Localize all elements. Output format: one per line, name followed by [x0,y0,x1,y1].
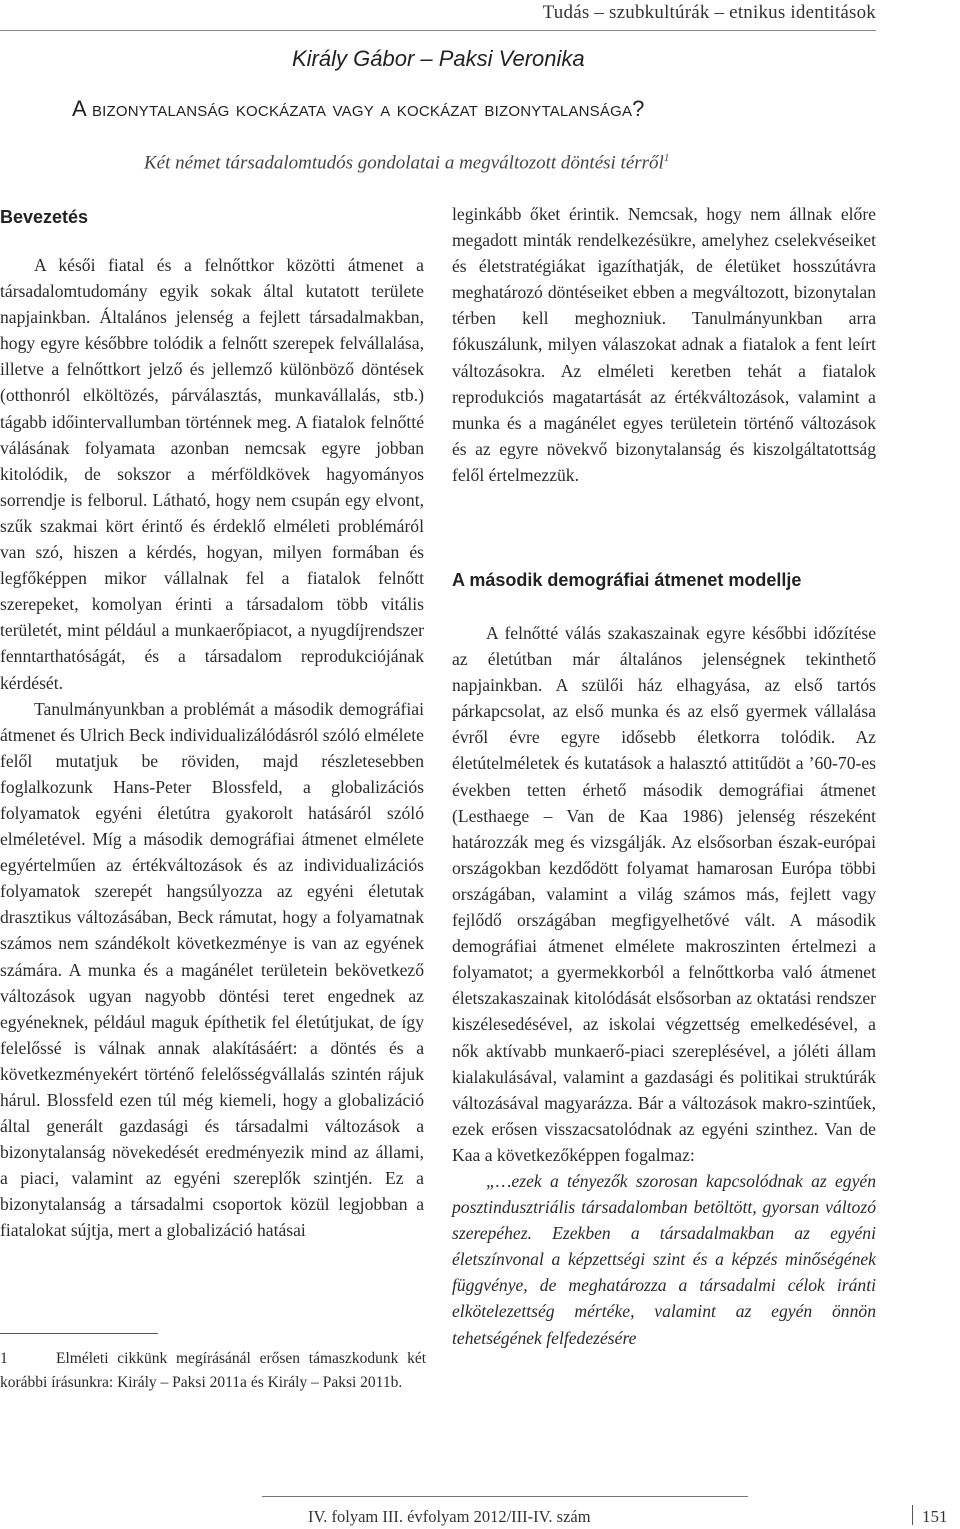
subtitle-text: Két német társadalomtudós gondolatai a megváltozott döntési térről [144,152,664,174]
block-quote: „…ezek a tényezők szorosan kapcsolódnak az egyén posztindusztriális társadalomban betöltött, gyorsan változó szerepéhez. Ezekben a társadalmakban az egyéni életszínvonal a képzettségi szint és a képzés minőségének függvénye, de meghatározza a társadalmi célok iránti elkötelezettség mértéke, valamint az egyén önnön tehetségének felfedezésére [452,1170,876,1348]
article-subtitle [144,152,669,174]
right-column-top [452,201,876,488]
footnote-marker: 1 [663,152,670,164]
authors: Király Gábor – Paksi Veronika [292,46,585,71]
footnote [0,1347,426,1395]
footnote-number: 1 [0,1350,8,1367]
paragraph: A felnőtté válás szakaszainak egyre későbbi időzítése az életútban már általános jelenségnek tekinthető napjainkban. A szülői ház elhagyása, az első tartós párkapcsolat, az első munka és az első gyermek vállalása évről évre egyre idősebb életkorra tolódik. Az életútelméletek és kutatások a halasztó attitűdöt a ’60-70-es években tetten érhető második demográfiai átmenet (Lesthaege – Van de Kaa 1986) jelenség részeként határozzák meg és vizsgálják. Az elsősorban észak-európai országokban kezdődött folyamat hamarosan Európa többi országában, valamint a világ számos más, fejlett vagy fejlődő országában megfigyelhetővé vált. A második demográfiai átmenet elmélete makroszinten értelmezi a folyamatot; a gyermekkorból a felnőttkorba való átmenet életszakaszainak kitolódását elsősorban az oktatási rendszer kiszélesedésével, az iskolai végzettség emelkedésével, a nők aktívabb munkaerő-piaci szereplésével, a jóléti állam kialakulásával, valamint a gazdasági és politikai struktúrák változásával magyarázza. Bár a változások makro-szintűek, ezek erősen visszacsatolódnak az egyéni szinthez. Van de Kaa a következőképpen fogalmaz: [452,623,876,1165]
header-rule [0,30,876,31]
footer-rule [262,1496,748,1497]
page-number: 151 [922,1507,948,1526]
section-heading-intro: Bevezetés [0,207,89,227]
section-heading-model: A második demográfiai átmenet modellje [452,570,802,590]
footer-separator [912,1505,913,1525]
footnote-text: Elméleti cikkünk megírásánál erősen támaszkodunk két korábbi írásunkra: Király – Paksi 2011a és Király – Paksi 2011b. [0,1350,426,1391]
paragraph: A késői fiatal és a felnőttkor közötti átmenet a társadalomtudomány egyik sokak által kutatott területe napjainkban. Általános jelenség a fejlett társadalmakban, hogy egyre későbbre tolódik a felnőtt szerepek felvállalása, illetve a felnőttkort jelző és jellemző különböző döntések (otthonról elköltözés, párválasztás, munkavállalás, stb.) tágabb időintervallumban történnek meg. A fiatalok felnőtté válásának folyamata azonban nemcsak egyre jobban kitolódik, de sokszor a mérföldkövek hagyományos sorrendje is felborul. Látható, hogy nem csupán egy elvont, szűk szakmai kört érintő és érdeklő elméleti problémáról van szó, hiszen a kérdés, hogyan, milyen formában és legfőképpen mikor vállalnak fel a fiatalok felnőtt szerepeket, komolyan érinti a társadalom több vitális területét, mint például a munkaerőpiacot, a nyugdíjrendszer fenntarthatóságát, és a társadalom reprodukciójának kérdését. [0,255,424,693]
running-head: Tudás – szubkultúrák – etnikus identitások [542,2,876,23]
right-column-bottom [452,620,876,1351]
footnote-rule [0,1333,158,1334]
left-column [0,252,424,1244]
paragraph: leginkább őket érintik. Nemcsak, hogy nem állnak előre megadott minták rendelkezésükre, amelyhez cselekvéseiket és életstratégiákat igazíthatják, de életüket hosszútávra meghatározó döntéseiket ebben a megváltozott, bizonytalan térben kell meghozniuk. Tanulmányunkban arra fókuszálunk, milyen válaszokat adnak a fiatalok a fent leírt változásokra. Az elméleti keretben tehát a fiatalok reprodukciós magatartását az értékváltozások, valamint a munka és a magánélet egyes területein történő változások és az egyre növekvő bizonytalanság és kiszolgáltatottság felől értelmezzük. [452,204,876,485]
article-title: A bizonytalanság kockázata vagy a kockázat bizonytalansága? [72,96,645,121]
volume-info: IV. folyam III. évfolyam 2012/III-IV. szám [308,1507,591,1526]
paragraph: Tanulmányunkban a problémát a második demográfiai átmenet és Ulrich Beck individualizálódásról szóló elmélete felől mutatjuk be röviden, majd részletesebben foglalkozunk Hans-Peter Blossfeld, a globalizációs folyamatok egyéni életútra gyakorolt hatásáról szóló elméletével. Míg a második demográfiai átmenet elmélete egyértelműen az értékváltozások és az individualizációs folyamatok szerepét hangsúlyozza az egyéni életutak drasztikus változásában, Beck rámutat, hogy a folyamatnak számos nem szándékolt következménye is van az egyének számára. A munka és a magánélet területein bekövetkező változások ugyan nagyobb döntési teret engednek az egyéneknek, például maguk építhetik fel életútjukat, de így felelőssé is válnak annak alakításáért: a döntés és a következményekért történő felelősségvállalás szintén rájuk hárul. Blossfeld ezen túl még kiemeli, hogy a globalizáció által generált gazdasági és társadalmi változások a bizonytalanság növekedését eredményezik mind az állami, a piaci, valamint az egyéni szereplők szintjén. Ez a bizonytalanság a társadalmi csoportok közül legjobban a fiatalokat sújtja, mert a globalizáció hatásai [0,698,424,1241]
